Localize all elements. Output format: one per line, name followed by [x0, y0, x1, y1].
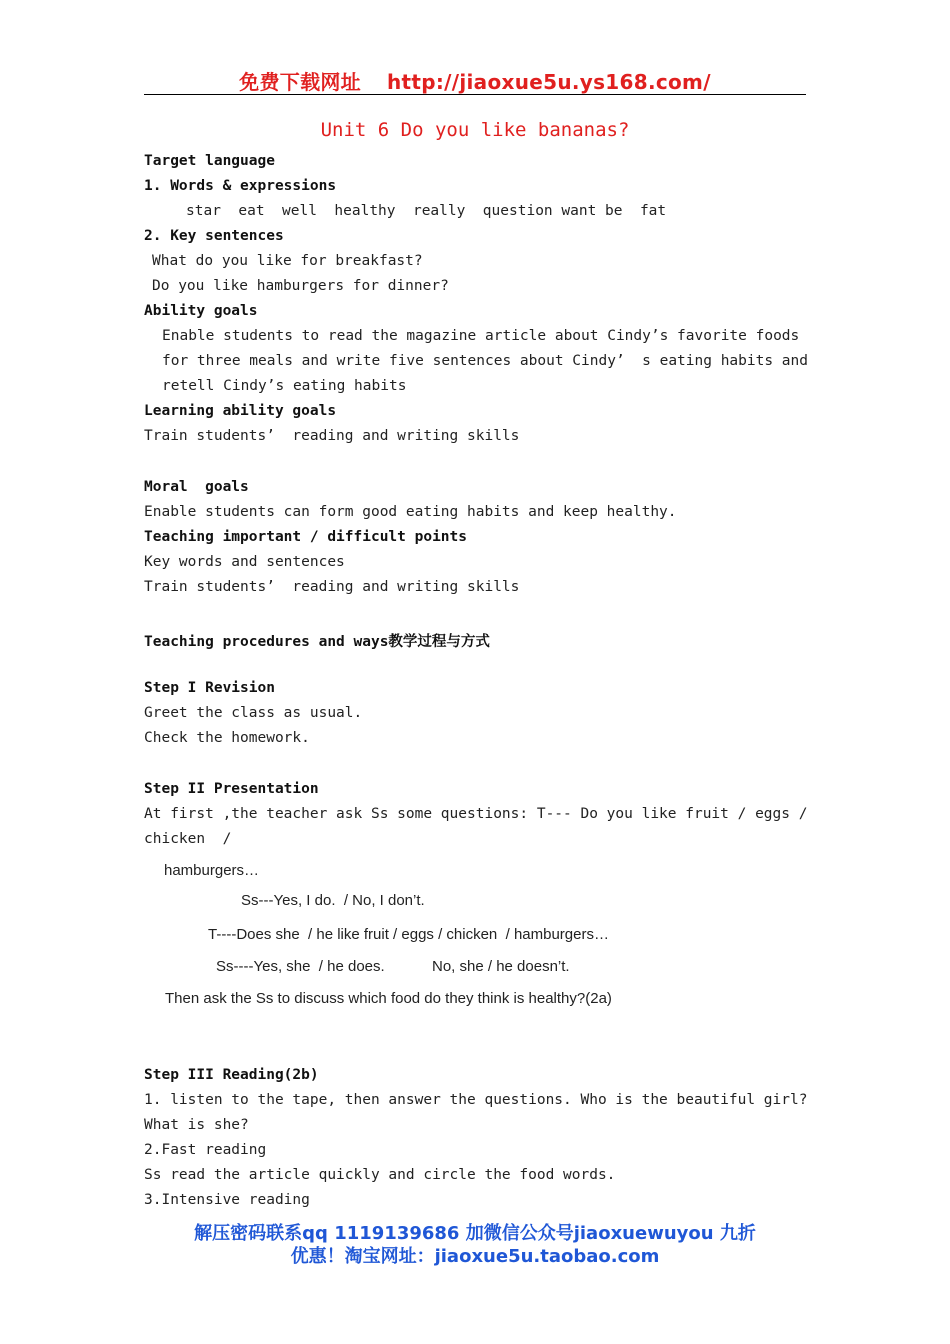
- step-3-text: 3.Intensive reading: [144, 1192, 310, 1208]
- key-sentence: What do you like for breakfast?: [152, 253, 423, 269]
- header-rule: [144, 94, 806, 95]
- heading-learning-goals: Learning ability goals: [144, 403, 337, 419]
- heading-step-1: Step I Revision: [144, 680, 275, 696]
- footer-line: 解压密码联系qq 1119139686 加微信公众号jiaoxuewuyou 九折: [194, 1223, 756, 1244]
- words-list: star eat well healthy really question want be fat: [186, 203, 667, 219]
- ability-text: for three meals and write five sentences about Cindy’ s eating habits and: [162, 353, 809, 369]
- points-text: Train students’ reading and writing skills: [144, 579, 520, 595]
- header-label: 免费下载网址: [239, 70, 361, 94]
- step-2-text: T----Does she / he like fruit / eggs / chicken / hamburgers…: [208, 926, 609, 943]
- heading-step-3: Step III Reading(2b): [144, 1067, 319, 1083]
- heading-moral-goals: Moral goals: [144, 479, 249, 495]
- step-3-text: What is she?: [144, 1117, 249, 1133]
- heading-target-language: Target language: [144, 153, 275, 169]
- heading-teaching-points: Teaching important / difficult points: [144, 529, 468, 545]
- step-2-text: No, she / he doesn’t.: [432, 958, 570, 975]
- step-2-text: Ss---Yes, I do. / No, I don’t.: [241, 892, 425, 909]
- points-text: Key words and sentences: [144, 554, 345, 570]
- step-2-text: chicken /: [144, 831, 232, 847]
- heading-procedures: Teaching procedures and ways教学过程与方式: [144, 634, 490, 650]
- learning-text: Train students’ reading and writing skills: [144, 428, 520, 444]
- heading-key-sentences: 2. Key sentences: [144, 228, 284, 244]
- ability-text: Enable students to read the magazine article about Cindy’s favorite foods: [162, 328, 800, 344]
- key-sentence: Do you like hamburgers for dinner?: [152, 278, 449, 294]
- header-url-link[interactable]: http://jiaoxue5u.ys168.com/: [386, 70, 711, 94]
- ability-text: retell Cindy’s eating habits: [162, 378, 407, 394]
- moral-text: Enable students can form good eating habits and keep healthy.: [144, 504, 677, 520]
- step-3-text: 1. listen to the tape, then answer the questions. Who is the beautiful girl?: [144, 1092, 808, 1108]
- step-2-text: At first ,the teacher ask Ss some questions: T--- Do you like fruit / eggs /: [144, 806, 808, 822]
- header-banner: [144, 66, 806, 95]
- step-2-text: Ss----Yes, she / he does.: [216, 958, 385, 975]
- heading-words: 1. Words & expressions: [144, 178, 337, 194]
- step-2-text: hamburgers…: [164, 862, 260, 879]
- heading-step-2: Step II Presentation: [144, 781, 319, 797]
- footer-line: 优惠！淘宝网址：jiaoxue5u.taobao.com: [290, 1246, 660, 1267]
- step-3-text: 2.Fast reading: [144, 1142, 267, 1158]
- step-3-text: Ss read the article quickly and circle the food words.: [144, 1167, 616, 1183]
- heading-ability-goals: Ability goals: [144, 303, 258, 319]
- step-2-text: Then ask the Ss to discuss which food do they think is healthy?(2a): [165, 990, 612, 1007]
- page-title: Unit 6 Do you like bananas?: [320, 119, 630, 141]
- step-1-text: Check the homework.: [144, 730, 310, 746]
- step-1-text: Greet the class as usual.: [144, 705, 363, 721]
